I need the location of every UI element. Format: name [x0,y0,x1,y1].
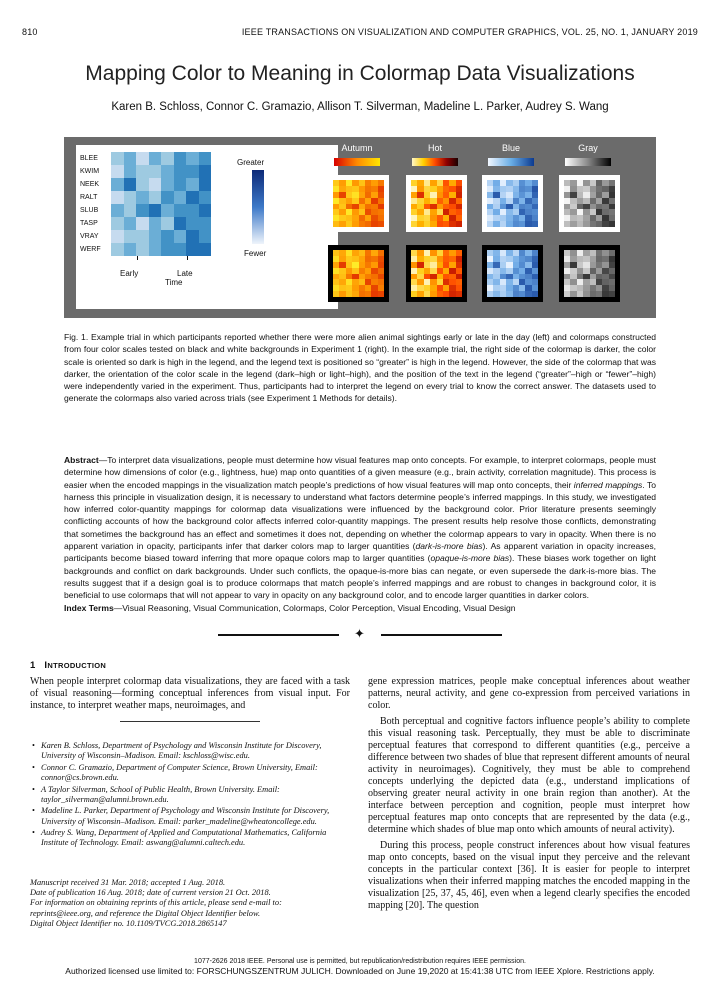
index-terms [64,602,656,614]
journal-name: IEEE TRANSACTIONS ON VISUALIZATION AND COMPUTER GRAPHICS, VOL. 25, NO. 1, JANUARY 2019 [241,27,698,37]
heatmap-cell [199,217,212,230]
heatmap-cell [136,191,149,204]
license-line: Authorized licensed use limited to: FORSCHUNGSZENTRUM JULICH. Downloaded on June 19,2020 at 15:41:38 UTC from IEEE Xplore. Restrictions apply. [65,966,655,976]
heatmap-cell [199,230,212,243]
heatmap-cell [136,204,149,217]
heatmap-cell [149,178,162,191]
colormap-cell [456,221,462,227]
heatmap-cell [161,243,174,256]
manuscript-line: Manuscript received 31 Mar. 2018; accepted 1 Aug. 2018. [30,878,226,887]
heatmap-cell [186,204,199,217]
heatmap-cell [174,191,187,204]
heatmap-cell [186,230,199,243]
abstract-text-1: —To interpret data visualizations, people must determine how visual features map onto concepts. For example, to interpret colormaps, people must determine how dimensions of color (e.g., lightness, hue) map onto quantities of a given measure (e.g., brain activity, correlation magnitude). This process is easier when the encoded mappings in the visualization match people’s predictions of how visual features will map onto concepts, their [64,455,656,490]
footnote-item: • Karen B. Schloss, Department of Psychology and Wisconsin Institute for Discovery, University of Wisconsin–Madison. Email: kschloss@wisc.edu. [30,741,350,761]
divider-star-icon: ✦ [354,626,365,641]
footnote-item: • Connor C. Gramazio, Department of Computer Science, Brown University, Email: connor@cs.brown.edu. [30,763,350,783]
manuscript-info [30,878,350,929]
autumn-scale-bar [334,158,380,166]
heatmap-cell [161,165,174,178]
gray-map-dark [559,245,620,302]
row-label: SLUB [80,207,99,214]
row-label: BLEE [80,155,98,162]
heatmap-cell [186,165,199,178]
gray-map-light [559,175,620,232]
heatmap-cell [111,178,124,191]
copyright-line: 1077-2626 2018 IEEE. Personal use is permitted, but republication/redistribution requires IEEE permission. [194,958,526,965]
heatmap-cell [199,178,212,191]
heatmap-cell [174,165,187,178]
page-number: 810 [22,27,38,37]
heatmap-cell [174,204,187,217]
index-terms-text: —Visual Reasoning, Visual Communication, Colormaps, Color Perception, Visual Encoding, Visual Design [113,603,516,613]
abstract-emphasis-1: inferred mappings [573,479,643,490]
footnote-item: • Audrey S. Wang, Department of Applied and Computational Mathematics, California Institute of Technology. Email: aswang@alumni.caltech.edu. [30,828,350,848]
heatmap-cell [111,191,124,204]
example-heatmap [111,152,211,256]
heatmap-cell [149,230,162,243]
index-terms-label: Index Terms [64,603,114,613]
row-label: NEEK [80,181,100,188]
heatmap-cell [124,204,137,217]
heatmap-cell [124,243,137,256]
heatmap-cell [186,217,199,230]
heatmap-cell [174,178,187,191]
blue-map-dark [482,245,543,302]
heatmap-cell [149,165,162,178]
row-label: WERF [80,246,101,253]
row-label: VRAY [80,233,99,240]
heatmap-cell [199,243,212,256]
heatmap-cell [199,204,212,217]
heatmap-cell [136,165,149,178]
heatmap-cell [111,165,124,178]
x-tick-early [137,256,138,260]
heatmap-cell [199,152,212,165]
colormap-label-blue: Blue [501,143,520,153]
paragraph: During this process, people construct inferences about how visual features map onto concepts, based on the visual input they perceive and the relevant concepts in the particular context [36]. It is easier for people to interpret visualizations when their inferred mapping matches the encoded mapping in the visualization [25, 37, 45, 46], even when a legend clearly specifies the encoded mapping [20]. The question [368,840,690,911]
legend-top-label: Greater [237,158,265,167]
manuscript-line: Digital Object Identifier no. 10.1109/TVCG.2018.2865147 [30,918,227,928]
abstract-text-2: . To harness this principle in visualization design, it is necessary to understand what factors determine people’s inferred mappings. In this study, we investigated how inferred color-quantity mappings for colormap data visualizations were influenced by the background color. Prior literature presents seemingly conflicting accounts of how the background color affects inferred color-quantity mappings. The present results help resolve those conflicts, demonstrating that sometimes the background has an effect and sometimes it does not, depending on whether the colormap appears to vary in opacity. When there is no apparent variation in opacity, participants infer that darker colors map to larger quantities ( [64,479,656,552]
intro-right-column [368,676,690,912]
heatmap-cell [161,230,174,243]
heatmap-cell [111,217,124,230]
paper-title: Mapping Color to Meaning in Colormap Data Visualizations [85,62,635,85]
abstract-label: Abstract [64,455,99,465]
heatmap-cell [186,191,199,204]
heatmap-cell [161,178,174,191]
heatmap-cell [161,152,174,165]
colormap-cell [609,291,615,297]
paragraph: gene expression matrices, people make conceptual inferences about weather patterns, neural activity, and gene co-expression from perceived variations in color. [368,676,690,711]
heatmap-cell [124,165,137,178]
heatmap-cell [149,204,162,217]
heatmap-cell [111,152,124,165]
intro-left-column: When people interpret colormap data visualizations, they are faced with a task of visual reasoning—forming conceptual inferences from visual input. For instance, to interpret weather maps, neuroimages, and [30,676,350,711]
colormap-label-autumn: Autumn [341,143,373,153]
heatmap-cell [124,178,137,191]
heatmap-cell [124,217,137,230]
hot-map-dark [406,245,467,302]
legend-color-bar [252,170,264,244]
x-tick-late [187,256,188,260]
heatmap-cell [174,217,187,230]
heatmap-cell [124,230,137,243]
x-label-late: Late [177,269,193,278]
abstract [64,454,656,602]
hot-scale-bar [412,158,458,166]
manuscript-line: For information on obtaining reprints of this article, please send e-mail to: [30,898,282,908]
autumn-map-light [328,175,389,232]
heatmap-cell [161,191,174,204]
heatmap-cell [124,152,137,165]
heatmap-cell [124,191,137,204]
heatmap-cell [186,152,199,165]
heatmap-cell [149,152,162,165]
heatmap-cell [136,230,149,243]
heatmap-cell [111,243,124,256]
colormap-cell [609,221,615,227]
row-label: KWIM [80,168,100,175]
abstract-text-4: ). These biases work together on light backgrounds and conflict on dark backgrounds. Under such conflicts, the opaque-is-more bias can negate, or even supersede the dark-is-more bias. The results suggest that if a design goal is to produce colormaps that match people’s inferred mappings and are robust to changes in background color, it is beneficial to use colormaps that will not appear to vary in opacity on any background color, and to encode larger quantities in darker colors. [64,553,656,601]
colormap-cell [378,221,384,227]
heatmap-cell [149,243,162,256]
x-label-early: Early [120,269,139,278]
heatmap-cell [199,165,212,178]
heatmap-cell [136,243,149,256]
footnote-item: • Madeline L. Parker, Department of Psychology and Wisconsin Institute for Discovery, University of Wisconsin–Madison. Email: parker_madeline@wheatoncollege.edu. [30,806,350,826]
heatmap-cell [161,217,174,230]
section-divider [218,627,502,641]
manuscript-line: reprints@ieee.org, and reference the Digital Object Identifier below. [30,908,261,918]
section-title: INTRODUCTION [44,660,107,671]
heatmap-cell [174,243,187,256]
blue-scale-bar [488,158,534,166]
heatmap-cell [186,243,199,256]
author-list: Karen B. Schloss, Connor C. Gramazio, Allison T. Silverman, Madeline L. Parker, Audrey S. Wang [111,101,609,113]
heatmap-cell [149,191,162,204]
hot-map-light [406,175,467,232]
heatmap-cell [174,152,187,165]
heatmap-cell [149,217,162,230]
footnote-rule [120,721,260,722]
figure-caption: Fig. 1. Example trial in which participants reported whether there were more alien animal sightings early or late in the day (left) and colormaps constructed from four color scales tested on black and white backgrounds in Experiment 1 (right). In the example trial, the right side of the colormap is darker, the color scale is oriented so dark is high in the legend, and the legend text is positioned so “greater” is high in the legend. However, the side of the colormap that was darker, the orientation of the color scale in the legend (dark–high or light–high), and the position of the text in the legend (“greater”–high or “fewer”–high) were independently varied in the experiment. Thus, participants had to interpret the legend on every trial to know the correct answer. The datasets used to generate the colormaps also varied across trials (see Experiment 1 Methods for details). [64,332,656,404]
colormap-label-hot: Hot [427,143,442,153]
legend-bottom-label: Fewer [244,249,267,258]
section-heading [30,660,106,671]
colormap-cell [532,221,538,227]
footnote-item: • A Taylor Silverman, School of Public Health, Brown University. Email: taylor_silverman@alumni.brown.edu. [30,785,350,805]
example-trial-panel [76,145,338,309]
heatmap-cell [136,217,149,230]
heatmap-cell [111,230,124,243]
row-label: RALT [80,194,98,201]
row-labels [80,152,110,256]
x-axis-title: Time [165,278,183,287]
heatmap-cell [174,230,187,243]
abstract-emphasis-3: opaque-is-more bias [430,553,510,564]
blue-map-light [482,175,543,232]
paragraph: Both perceptual and cognitive factors influence people’s ability to complete this visual reasoning task. Perceptually, they must be able to discriminate perceptual features that correspond to different quantities (e.g., perceive a difference between two shades of blue that represent different amounts of neural activity in neuroimages). Cognitively, they must be able to comprehend concepts underlying the depicted data (e.g., understand implications of observing greater neural activity in one brain region than another). At the interface between perception and cognition, people must interpret how perceptual features map onto concepts that are represented by the data (e.g., determine which shades of blue map onto which amounts of neural activity). [368,716,690,835]
heatmap-cell [161,204,174,217]
row-label: TASP [80,220,98,227]
abstract-text-3: ). As apparent variation in opacity increases, participants become biased toward inferring that more opaque colors map to larger quantities ( [64,541,656,564]
heatmap-cell [136,178,149,191]
heatmap-cell [136,152,149,165]
author-footnotes [30,741,350,850]
manuscript-line: Date of publication 16 Aug. 2018; date of current version 21 Oct. 2018. [30,888,271,898]
gray-scale-bar [565,158,611,166]
colormap-cell [532,291,538,297]
heatmap-cell [111,204,124,217]
heatmap-cell [199,191,212,204]
colormap-cell [378,291,384,297]
heatmap-cell [186,178,199,191]
abstract-emphasis-2: dark-is-more bias [415,541,483,552]
section-number: 1 [30,660,36,671]
figure-1 [64,137,656,318]
colormap-label-gray: Gray [578,143,598,153]
autumn-map-dark [328,245,389,302]
colormap-cell [456,291,462,297]
